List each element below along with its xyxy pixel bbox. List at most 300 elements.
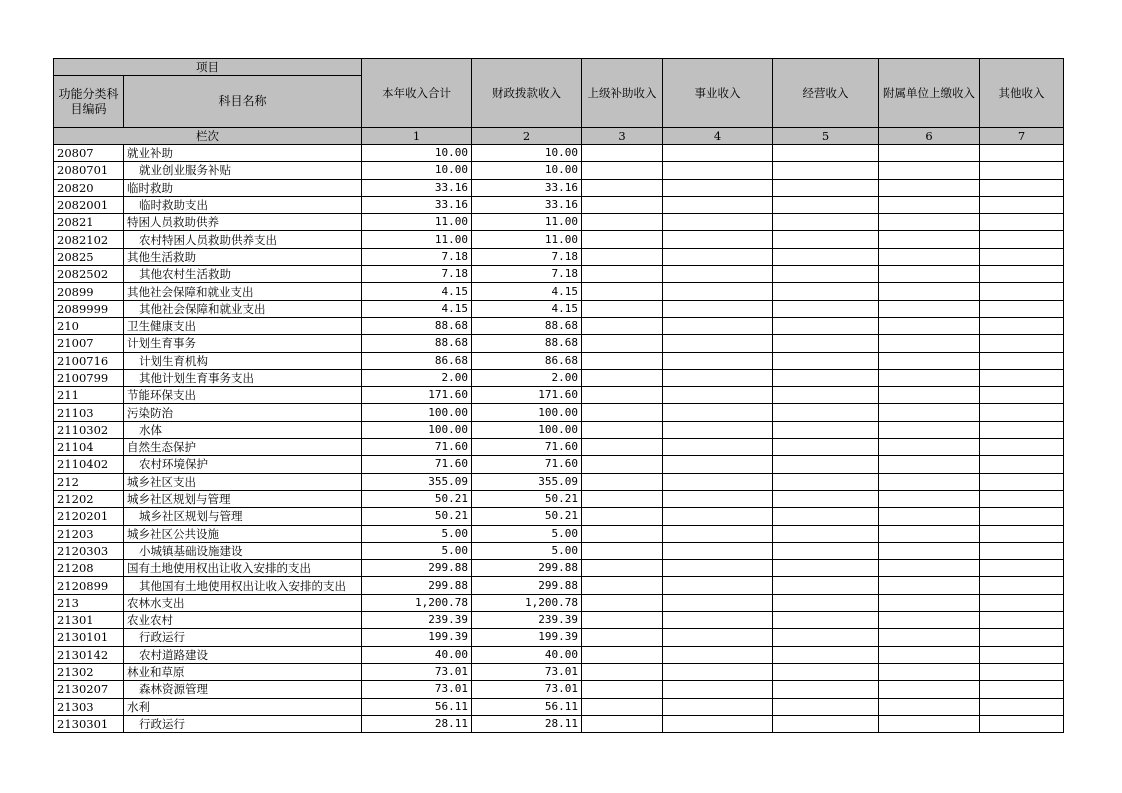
superior-income-cell [582, 594, 663, 611]
business-income-cell [663, 196, 773, 213]
total-income-cell: 5.00 [362, 525, 472, 542]
total-income-cell: 88.68 [362, 335, 472, 352]
table-row [54, 646, 1064, 663]
table-row [54, 525, 1064, 542]
affiliate-income-cell [879, 352, 980, 369]
affiliate-income-cell [879, 300, 980, 317]
operating-income-cell [773, 352, 879, 369]
affiliate-income-cell [879, 248, 980, 265]
account-name-cell: 其他社会保障和就业支出 [124, 300, 362, 317]
business-income-cell [663, 508, 773, 525]
operating-income-cell [773, 629, 879, 646]
table-row [54, 387, 1064, 404]
table-row [54, 560, 1064, 577]
table-row [54, 439, 1064, 456]
total-income-cell: 50.21 [362, 508, 472, 525]
operating-income-cell [773, 681, 879, 698]
business-income-cell [663, 317, 773, 334]
total-income-cell: 11.00 [362, 214, 472, 231]
account-name-cell: 水体 [124, 421, 362, 438]
affiliate-income-cell [879, 594, 980, 611]
affiliate-income-cell [879, 715, 980, 732]
other-income-cell [980, 369, 1064, 386]
fiscal-income-cell: 355.09 [472, 473, 582, 490]
affiliate-income-cell [879, 439, 980, 456]
total-income-cell: 33.16 [362, 179, 472, 196]
superior-income-cell [582, 542, 663, 559]
account-name-cell: 城乡社区规划与管理 [124, 490, 362, 507]
business-income-cell [663, 369, 773, 386]
operating-income-cell [773, 439, 879, 456]
business-income-cell [663, 629, 773, 646]
table-row [54, 266, 1064, 283]
other-income-cell [980, 352, 1064, 369]
account-code-cell: 2080701 [54, 162, 124, 179]
business-income-cell [663, 300, 773, 317]
business-income-cell [663, 248, 773, 265]
account-name-cell: 小城镇基础设施建设 [124, 542, 362, 559]
affiliate-income-cell [879, 525, 980, 542]
superior-income-cell [582, 335, 663, 352]
table-row [54, 629, 1064, 646]
other-income-cell [980, 612, 1064, 629]
operating-income-cell [773, 335, 879, 352]
table-row [54, 214, 1064, 231]
other-income-cell [980, 439, 1064, 456]
account-name-cell: 临时救助 [124, 179, 362, 196]
table-row [54, 196, 1064, 213]
superior-income-cell [582, 179, 663, 196]
account-code-cell: 21302 [54, 663, 124, 680]
account-name-cell: 节能环保支出 [124, 387, 362, 404]
business-income-cell [663, 594, 773, 611]
account-code-cell: 2120201 [54, 508, 124, 525]
business-income-cell [663, 663, 773, 680]
account-code-cell: 2130101 [54, 629, 124, 646]
account-code-cell: 210 [54, 317, 124, 334]
business-income-cell [663, 525, 773, 542]
table-row [54, 335, 1064, 352]
table-row [54, 577, 1064, 594]
table-row [54, 421, 1064, 438]
operating-income-cell [773, 698, 879, 715]
other-income-cell [980, 456, 1064, 473]
other-income-cell [980, 715, 1064, 732]
idx-1: 1 [362, 128, 472, 145]
operating-income-cell [773, 317, 879, 334]
account-code-cell: 2110302 [54, 421, 124, 438]
affiliate-income-cell [879, 542, 980, 559]
business-income-cell [663, 456, 773, 473]
superior-income-cell [582, 490, 663, 507]
account-code-cell: 212 [54, 473, 124, 490]
account-name-cell: 水利 [124, 698, 362, 715]
col-fiscal-header: 财政拨款收入 [472, 59, 582, 128]
table-row [54, 681, 1064, 698]
affiliate-income-cell [879, 663, 980, 680]
account-name-cell: 其他计划生育事务支出 [124, 369, 362, 386]
other-income-cell [980, 300, 1064, 317]
fiscal-income-cell: 100.00 [472, 421, 582, 438]
total-income-cell: 33.16 [362, 196, 472, 213]
affiliate-income-cell [879, 266, 980, 283]
operating-income-cell [773, 369, 879, 386]
table-row [54, 715, 1064, 732]
fiscal-income-cell: 33.16 [472, 179, 582, 196]
account-name-cell: 自然生态保护 [124, 439, 362, 456]
affiliate-income-cell [879, 577, 980, 594]
total-income-cell: 1,200.78 [362, 594, 472, 611]
other-income-cell [980, 698, 1064, 715]
superior-income-cell [582, 421, 663, 438]
other-income-cell [980, 577, 1064, 594]
account-code-cell: 2120303 [54, 542, 124, 559]
superior-income-cell [582, 162, 663, 179]
table-row [54, 231, 1064, 248]
account-name-cell: 其他农村生活救助 [124, 266, 362, 283]
table-row [54, 698, 1064, 715]
operating-income-cell [773, 542, 879, 559]
table-row [54, 145, 1064, 162]
fiscal-income-cell: 299.88 [472, 560, 582, 577]
superior-income-cell [582, 698, 663, 715]
total-income-cell: 2.00 [362, 369, 472, 386]
superior-income-cell [582, 525, 663, 542]
account-name-cell: 农村道路建设 [124, 646, 362, 663]
fiscal-income-cell: 73.01 [472, 663, 582, 680]
table-row [54, 542, 1064, 559]
total-income-cell: 10.00 [362, 145, 472, 162]
table-row [54, 179, 1064, 196]
business-income-cell [663, 266, 773, 283]
table-row [54, 317, 1064, 334]
affiliate-income-cell [879, 490, 980, 507]
table-row [54, 663, 1064, 680]
fiscal-income-cell: 171.60 [472, 387, 582, 404]
superior-income-cell [582, 317, 663, 334]
operating-income-cell [773, 300, 879, 317]
idx-2: 2 [472, 128, 582, 145]
other-income-cell [980, 214, 1064, 231]
table-row [54, 612, 1064, 629]
business-income-cell [663, 179, 773, 196]
operating-income-cell [773, 179, 879, 196]
fiscal-income-cell: 73.01 [472, 681, 582, 698]
account-name-cell: 城乡社区规划与管理 [124, 508, 362, 525]
account-name-cell: 其他社会保障和就业支出 [124, 283, 362, 300]
account-code-cell: 21104 [54, 439, 124, 456]
other-income-cell [980, 525, 1064, 542]
table-row [54, 456, 1064, 473]
operating-income-cell [773, 473, 879, 490]
total-income-cell: 171.60 [362, 387, 472, 404]
fiscal-income-cell: 11.00 [472, 214, 582, 231]
superior-income-cell [582, 663, 663, 680]
lanci-header: 栏次 [54, 128, 362, 145]
operating-income-cell [773, 456, 879, 473]
table-row [54, 594, 1064, 611]
account-code-cell: 213 [54, 594, 124, 611]
total-income-cell: 100.00 [362, 421, 472, 438]
table-row [54, 508, 1064, 525]
total-income-cell: 10.00 [362, 162, 472, 179]
business-income-cell [663, 646, 773, 663]
other-income-cell [980, 335, 1064, 352]
affiliate-income-cell [879, 335, 980, 352]
total-income-cell: 71.60 [362, 439, 472, 456]
superior-income-cell [582, 508, 663, 525]
xiangmu-header: 项目 [54, 59, 362, 76]
business-income-cell [663, 283, 773, 300]
superior-income-cell [582, 196, 663, 213]
affiliate-income-cell [879, 698, 980, 715]
total-income-cell: 71.60 [362, 456, 472, 473]
superior-income-cell [582, 231, 663, 248]
other-income-cell [980, 266, 1064, 283]
superior-income-cell [582, 145, 663, 162]
account-code-cell: 21103 [54, 404, 124, 421]
total-income-cell: 299.88 [362, 560, 472, 577]
col-superior-header: 上级补助收入 [582, 59, 663, 128]
operating-income-cell [773, 387, 879, 404]
superior-income-cell [582, 681, 663, 698]
superior-income-cell [582, 266, 663, 283]
operating-income-cell [773, 612, 879, 629]
code-col-header: 功能分类科目编码 [54, 76, 124, 128]
business-income-cell [663, 473, 773, 490]
fiscal-income-cell: 299.88 [472, 577, 582, 594]
affiliate-income-cell [879, 214, 980, 231]
account-name-cell: 城乡社区公共设施 [124, 525, 362, 542]
other-income-cell [980, 681, 1064, 698]
total-income-cell: 73.01 [362, 681, 472, 698]
operating-income-cell [773, 646, 879, 663]
business-income-cell [663, 421, 773, 438]
account-name-cell: 农村环境保护 [124, 456, 362, 473]
idx-6: 6 [879, 128, 980, 145]
account-name-cell: 农业农村 [124, 612, 362, 629]
table-row [54, 283, 1064, 300]
fiscal-income-cell: 4.15 [472, 300, 582, 317]
fiscal-income-cell: 10.00 [472, 162, 582, 179]
account-code-cell: 2110402 [54, 456, 124, 473]
idx-4: 4 [663, 128, 773, 145]
business-income-cell [663, 404, 773, 421]
account-code-cell: 2130142 [54, 646, 124, 663]
other-income-cell [980, 473, 1064, 490]
business-income-cell [663, 490, 773, 507]
name-col-header: 科目名称 [124, 76, 362, 128]
business-income-cell [663, 352, 773, 369]
account-name-cell: 农村特困人员救助供养支出 [124, 231, 362, 248]
account-name-cell: 其他生活救助 [124, 248, 362, 265]
fiscal-income-cell: 7.18 [472, 266, 582, 283]
superior-income-cell [582, 214, 663, 231]
business-income-cell [663, 577, 773, 594]
account-code-cell: 2082502 [54, 266, 124, 283]
fiscal-income-cell: 71.60 [472, 456, 582, 473]
affiliate-income-cell [879, 317, 980, 334]
account-code-cell: 2130301 [54, 715, 124, 732]
business-income-cell [663, 335, 773, 352]
superior-income-cell [582, 473, 663, 490]
other-income-cell [980, 560, 1064, 577]
other-income-cell [980, 145, 1064, 162]
fiscal-income-cell: 7.18 [472, 248, 582, 265]
superior-income-cell [582, 612, 663, 629]
other-income-cell [980, 490, 1064, 507]
business-income-cell [663, 231, 773, 248]
affiliate-income-cell [879, 179, 980, 196]
total-income-cell: 299.88 [362, 577, 472, 594]
business-income-cell [663, 387, 773, 404]
account-name-cell: 计划生育事务 [124, 335, 362, 352]
col-business-header: 事业收入 [663, 59, 773, 128]
account-code-cell: 21208 [54, 560, 124, 577]
operating-income-cell [773, 162, 879, 179]
fiscal-income-cell: 4.15 [472, 283, 582, 300]
account-name-cell: 就业创业服务补贴 [124, 162, 362, 179]
affiliate-income-cell [879, 646, 980, 663]
col-operating-header: 经营收入 [773, 59, 879, 128]
account-code-cell: 2120899 [54, 577, 124, 594]
account-code-cell: 20899 [54, 283, 124, 300]
operating-income-cell [773, 248, 879, 265]
fiscal-income-cell: 2.00 [472, 369, 582, 386]
operating-income-cell [773, 560, 879, 577]
fiscal-income-cell: 100.00 [472, 404, 582, 421]
table-row [54, 162, 1064, 179]
other-income-cell [980, 646, 1064, 663]
operating-income-cell [773, 594, 879, 611]
operating-income-cell [773, 283, 879, 300]
account-code-cell: 2100799 [54, 369, 124, 386]
superior-income-cell [582, 560, 663, 577]
table-row [54, 352, 1064, 369]
table-row [54, 490, 1064, 507]
account-code-cell: 20825 [54, 248, 124, 265]
account-code-cell: 21301 [54, 612, 124, 629]
operating-income-cell [773, 231, 879, 248]
affiliate-income-cell [879, 196, 980, 213]
business-income-cell [663, 542, 773, 559]
other-income-cell [980, 404, 1064, 421]
account-name-cell: 城乡社区支出 [124, 473, 362, 490]
affiliate-income-cell [879, 508, 980, 525]
total-income-cell: 239.39 [362, 612, 472, 629]
total-income-cell: 4.15 [362, 300, 472, 317]
operating-income-cell [773, 404, 879, 421]
affiliate-income-cell [879, 681, 980, 698]
account-name-cell: 行政运行 [124, 629, 362, 646]
account-code-cell: 21303 [54, 698, 124, 715]
fiscal-income-cell: 33.16 [472, 196, 582, 213]
superior-income-cell [582, 404, 663, 421]
superior-income-cell [582, 352, 663, 369]
table-row [54, 369, 1064, 386]
table-row [54, 473, 1064, 490]
business-income-cell [663, 145, 773, 162]
business-income-cell [663, 162, 773, 179]
operating-income-cell [773, 145, 879, 162]
business-income-cell [663, 681, 773, 698]
total-income-cell: 4.15 [362, 283, 472, 300]
affiliate-income-cell [879, 629, 980, 646]
account-code-cell: 21007 [54, 335, 124, 352]
total-income-cell: 73.01 [362, 663, 472, 680]
account-name-cell: 其他国有土地使用权出让收入安排的支出 [124, 577, 362, 594]
total-income-cell: 50.21 [362, 490, 472, 507]
operating-income-cell [773, 663, 879, 680]
account-name-cell: 就业补助 [124, 145, 362, 162]
affiliate-income-cell [879, 145, 980, 162]
table-body [54, 145, 1064, 733]
total-income-cell: 11.00 [362, 231, 472, 248]
affiliate-income-cell [879, 612, 980, 629]
business-income-cell [663, 560, 773, 577]
total-income-cell: 56.11 [362, 698, 472, 715]
account-code-cell: 21202 [54, 490, 124, 507]
operating-income-cell [773, 525, 879, 542]
fiscal-income-cell: 56.11 [472, 698, 582, 715]
other-income-cell [980, 196, 1064, 213]
superior-income-cell [582, 387, 663, 404]
other-income-cell [980, 629, 1064, 646]
account-code-cell: 2100716 [54, 352, 124, 369]
business-income-cell [663, 214, 773, 231]
total-income-cell: 40.00 [362, 646, 472, 663]
total-income-cell: 355.09 [362, 473, 472, 490]
fiscal-income-cell: 199.39 [472, 629, 582, 646]
col-other-header: 其他收入 [980, 59, 1064, 128]
operating-income-cell [773, 490, 879, 507]
total-income-cell: 86.68 [362, 352, 472, 369]
affiliate-income-cell [879, 162, 980, 179]
total-income-cell: 5.00 [362, 542, 472, 559]
fiscal-income-cell: 88.68 [472, 335, 582, 352]
superior-income-cell [582, 629, 663, 646]
total-income-cell: 88.68 [362, 317, 472, 334]
idx-5: 5 [773, 128, 879, 145]
business-income-cell [663, 439, 773, 456]
affiliate-income-cell [879, 560, 980, 577]
account-name-cell: 国有土地使用权出让收入安排的支出 [124, 560, 362, 577]
other-income-cell [980, 542, 1064, 559]
other-income-cell [980, 179, 1064, 196]
other-income-cell [980, 663, 1064, 680]
table-row [54, 248, 1064, 265]
fiscal-income-cell: 10.00 [472, 145, 582, 162]
other-income-cell [980, 283, 1064, 300]
account-code-cell: 20807 [54, 145, 124, 162]
other-income-cell [980, 231, 1064, 248]
account-name-cell: 行政运行 [124, 715, 362, 732]
fiscal-income-cell: 40.00 [472, 646, 582, 663]
affiliate-income-cell [879, 387, 980, 404]
operating-income-cell [773, 508, 879, 525]
superior-income-cell [582, 646, 663, 663]
fiscal-income-cell: 5.00 [472, 542, 582, 559]
account-name-cell: 林业和草原 [124, 663, 362, 680]
affiliate-income-cell [879, 231, 980, 248]
idx-7: 7 [980, 128, 1064, 145]
account-name-cell: 计划生育机构 [124, 352, 362, 369]
other-income-cell [980, 508, 1064, 525]
account-name-cell: 特困人员救助供养 [124, 214, 362, 231]
other-income-cell [980, 421, 1064, 438]
affiliate-income-cell [879, 456, 980, 473]
superior-income-cell [582, 456, 663, 473]
